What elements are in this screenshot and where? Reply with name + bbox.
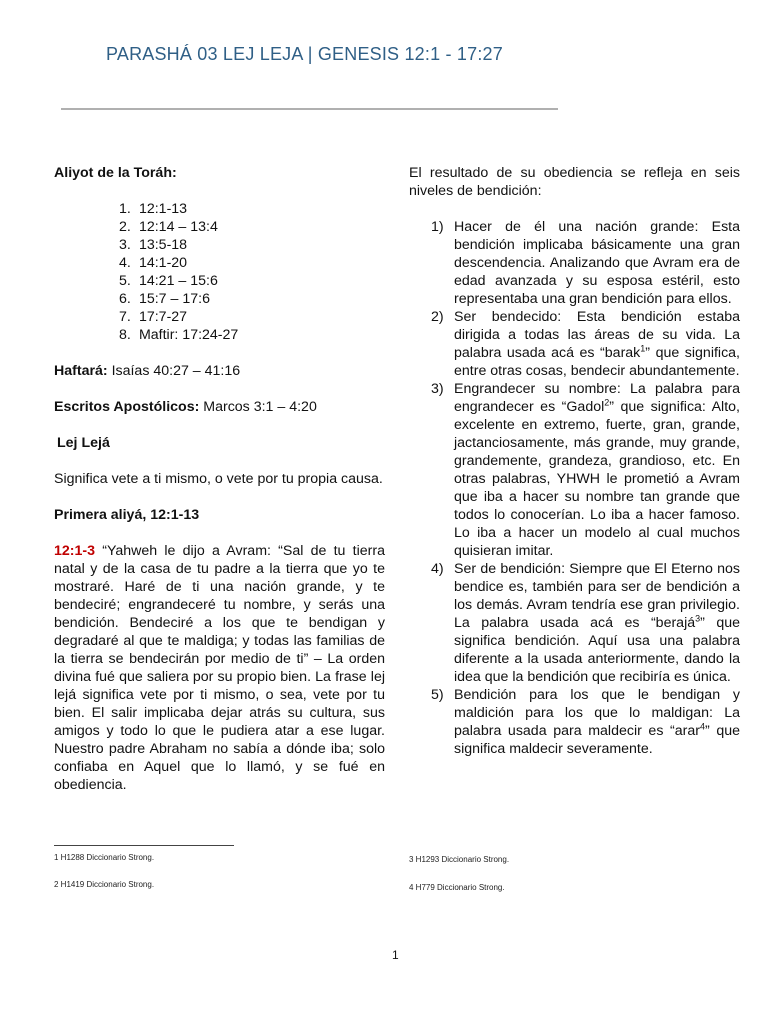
aliyot-item: 6. 15:7 – 17:6: [119, 291, 210, 307]
footnote-ref: 1: [640, 343, 646, 354]
right-intro: El resultado de su obediencia se refleja en seis niveles de bendición:: [409, 165, 740, 199]
aliyot-item: 8. Maftir: 17:24-27: [119, 327, 239, 343]
footnote-divider: [54, 845, 234, 846]
page-title: PARASHÁ 03 LEJ LEJA | GENESIS 12:1 - 17:27: [106, 44, 503, 64]
aliyot-list: [54, 200, 385, 344]
aliyot-heading: Aliyot de la Toráh:: [54, 165, 177, 181]
verse-ref: 12:1-3: [54, 543, 96, 559]
blessing-level: 3) Engrandecer su nombre: La palabra para engrandecer es “Gadol$^2$” que significa: Alto, excelente en extremo, fuerte, gran, grande, jactanciosamente, más grande, muy grande, grandemente, grandeza, grandioso, etc. En otras palabras, YHWH le prometió a Avram que iba a hacer su nombre tan grande que todos lo conocerían. Lo iba a hacer famoso. Lo iba a hacer un modelo al cual muchos quisieran imitar.: [431, 381, 740, 559]
left-column: [54, 164, 385, 794]
right-column: [409, 164, 740, 758]
aliyot-item: 4. 14:1-20: [119, 255, 188, 271]
footnote-3: 3 H1293 Diccionario Strong.: [409, 855, 510, 864]
aliyot-item: 5. 14:21 – 15:6: [119, 273, 218, 289]
footnote-ref: 2: [604, 397, 610, 408]
footnote-2: 2 H1419 Diccionario Strong.: [54, 880, 155, 889]
page-number: 1: [392, 948, 399, 962]
footnote-ref: 3: [695, 613, 701, 624]
blessing-level: 5) Bendición para los que le bendigan y maldición para los que lo maldigan: La palabra usada para maldecir es “arar$^4$” que significa maldecir severamente.: [431, 687, 741, 757]
blessing-levels-list: [409, 218, 740, 758]
footnote-4: 4 H779 Diccionario Strong.: [409, 883, 505, 892]
verse-paragraph: 12:1-3 “Yahweh le dijo a Avram: “Sal de tu tierra natal y de la casa de tu padre a la tierra que yo te mostraré. Haré de ti una nación grande, y te bendeciré; engrandeceré tu nombre, y serás una bendición. Bendeciré a los que te bendigan y degradaré al que te maldiga; y todas las familias de la tierra se bendecirán por medio de ti” – La orden divina fué que saliera por su propio bien. La frase lej lejá significa vete por ti mismo, o sea, vete por tu bien. El salir implicaba dejar atrás su cultura, sus amigos y todo lo que le pudiera atar a ese lugar. Nuestro padre Abraham no sabía a dónde iba; solo confiaba en Aquel que lo llamó, y se fué en obediencia.: [54, 543, 385, 793]
aliyot-item: 2. 12:14 – 13:4: [119, 219, 218, 235]
aliyot-item: 3. 13:5-18: [119, 237, 188, 253]
title-divider: [61, 108, 558, 110]
aliyot-item: 7. 17:7-27: [119, 309, 188, 325]
lej-leja-heading: Lej Lejá: [57, 435, 110, 451]
blessing-level: 1) Hacer de él una nación grande: Esta bendición implicaba básicamente una gran descendencia. Analizando que Avram era de edad avanzada y su esposa estéril, esto representaba una gran bendición para ellos.: [431, 219, 740, 307]
blessing-level: 2) Ser bendecido: Esta bendición estaba dirigida a todas las áreas de su vida. La palabra usada acá es “barak$^1$” que significa, entre otras cosas, bendecir abundantemente.: [431, 309, 740, 379]
haftara-line: Haftará: Isaías 40:27 – 41:16: [54, 363, 241, 379]
footnote-1: 1 H1288 Diccionario Strong.: [54, 853, 155, 862]
primera-aliya-heading: Primera aliyá, 12:1-13: [54, 507, 200, 523]
blessing-level: 4) Ser de bendición: Siempre que El Eterno nos bendice es, también para ser de bendición a los demás. Avram tendría ese gran privilegio. La palabra usada acá es “berajá$^3$” que significa bendición. Aquí usa una palabra diferente a la usada anteriormente, dando la idea que la bendición que recibiría es única.: [431, 561, 741, 685]
aliyot-item: 1. 12:1-13: [119, 201, 188, 217]
escritos-line: Escritos Apostólicos: Marcos 3:1 – 4:20: [54, 399, 317, 415]
footnote-ref: 4: [699, 721, 705, 732]
lej-leja-text: Significa vete a ti mismo, o vete por tu propia causa.: [54, 471, 383, 487]
